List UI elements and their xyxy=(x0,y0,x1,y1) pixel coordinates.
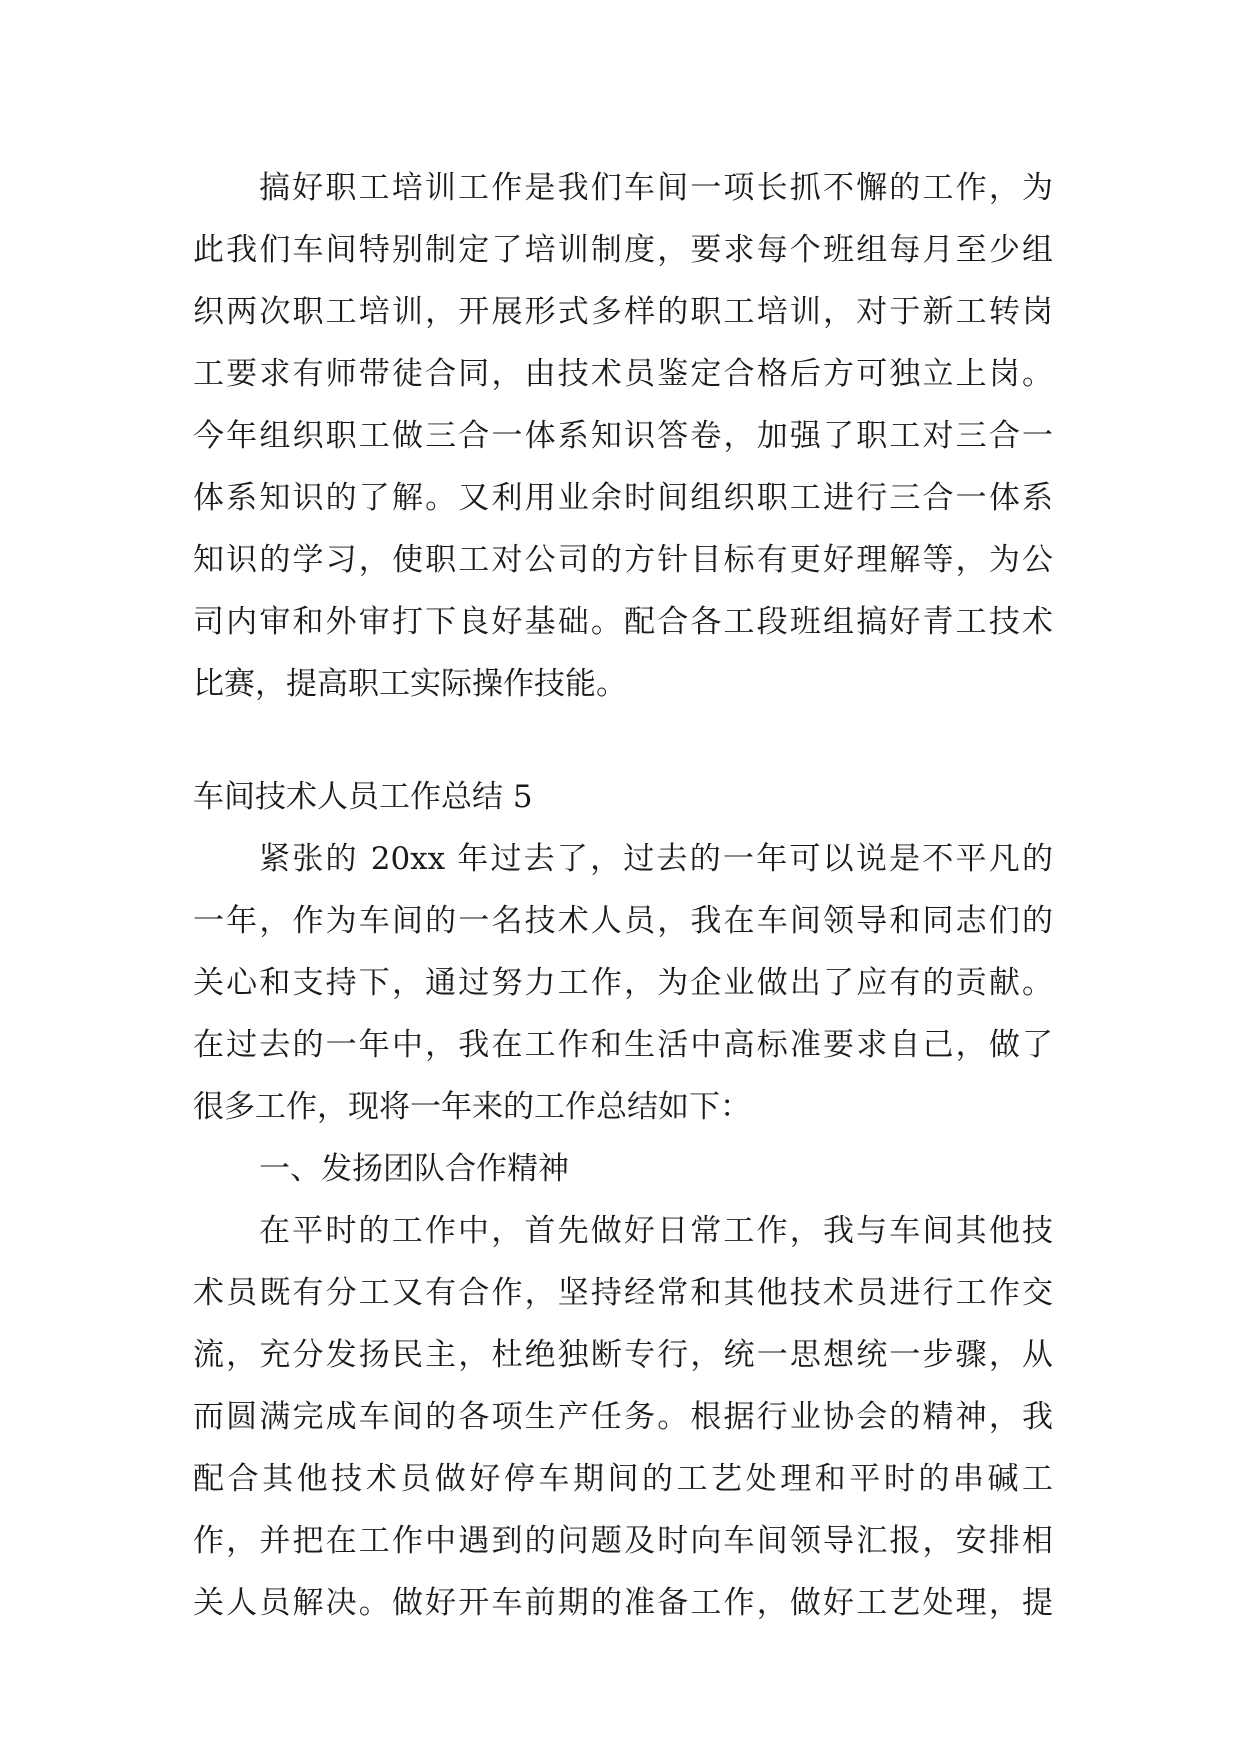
paragraph-line: 织两次职工培训，开展形式多样的职工培训，对于新工转岗 xyxy=(193,294,1053,330)
paragraph-line: 术员既有分工又有合作，坚持经常和其他技术员进行工作交 xyxy=(193,1275,1053,1311)
paragraph-line: 搞好职工培训工作是我们车间一项长抓不懈的工作，为 xyxy=(259,170,1053,206)
paragraph-line: 工要求有师带徒合同，由技术员鉴定合格后方可独立上岗。 xyxy=(193,356,1053,392)
paragraph-line: 一年，作为车间的一名技术人员，我在车间领导和同志们的 xyxy=(193,903,1053,939)
paragraph-line: 流，充分发扬民主，杜绝独断专行，统一思想统一步骤，从 xyxy=(193,1337,1053,1373)
paragraph-line: 配合其他技术员做好停车期间的工艺处理和平时的串碱工 xyxy=(193,1461,1053,1497)
paragraph-line: 比赛，提高职工实际操作技能。 xyxy=(193,666,627,702)
paragraph-line: 在过去的一年中，我在工作和生活中高标准要求自己，做了 xyxy=(193,1027,1053,1063)
subheading: 一、发扬团队合作精神 xyxy=(259,1151,569,1187)
paragraph-line: 紧张的 20xx 年过去了，过去的一年可以说是不平凡的 xyxy=(259,841,1053,877)
paragraph-line: 此我们车间特别制定了培训制度，要求每个班组每月至少组 xyxy=(193,232,1053,268)
paragraph-line: 体系知识的了解。又利用业余时间组织职工进行三合一体系 xyxy=(193,480,1053,516)
paragraph-line: 司内审和外审打下良好基础。配合各工段班组搞好青工技术 xyxy=(193,604,1053,640)
paragraph-line: 关心和支持下，通过努力工作，为企业做出了应有的贡献。 xyxy=(193,965,1053,1001)
section-title: 车间技术人员工作总结 5 xyxy=(193,779,533,815)
paragraph-line: 知识的学习，使职工对公司的方针目标有更好理解等，为公 xyxy=(193,542,1053,578)
paragraph-line: 而圆满完成车间的各项生产任务。根据行业协会的精神，我 xyxy=(193,1399,1053,1435)
paragraph-line: 今年组织职工做三合一体系知识答卷，加强了职工对三合一 xyxy=(193,418,1053,454)
paragraph-line: 在平时的工作中，首先做好日常工作，我与车间其他技 xyxy=(259,1213,1053,1249)
paragraph-line: 关人员解决。做好开车前期的准备工作，做好工艺处理，提 xyxy=(193,1585,1053,1621)
paragraph-line: 很多工作，现将一年来的工作总结如下： xyxy=(193,1089,751,1125)
paragraph-line: 作，并把在工作中遇到的问题及时向车间领导汇报，安排相 xyxy=(193,1523,1053,1559)
